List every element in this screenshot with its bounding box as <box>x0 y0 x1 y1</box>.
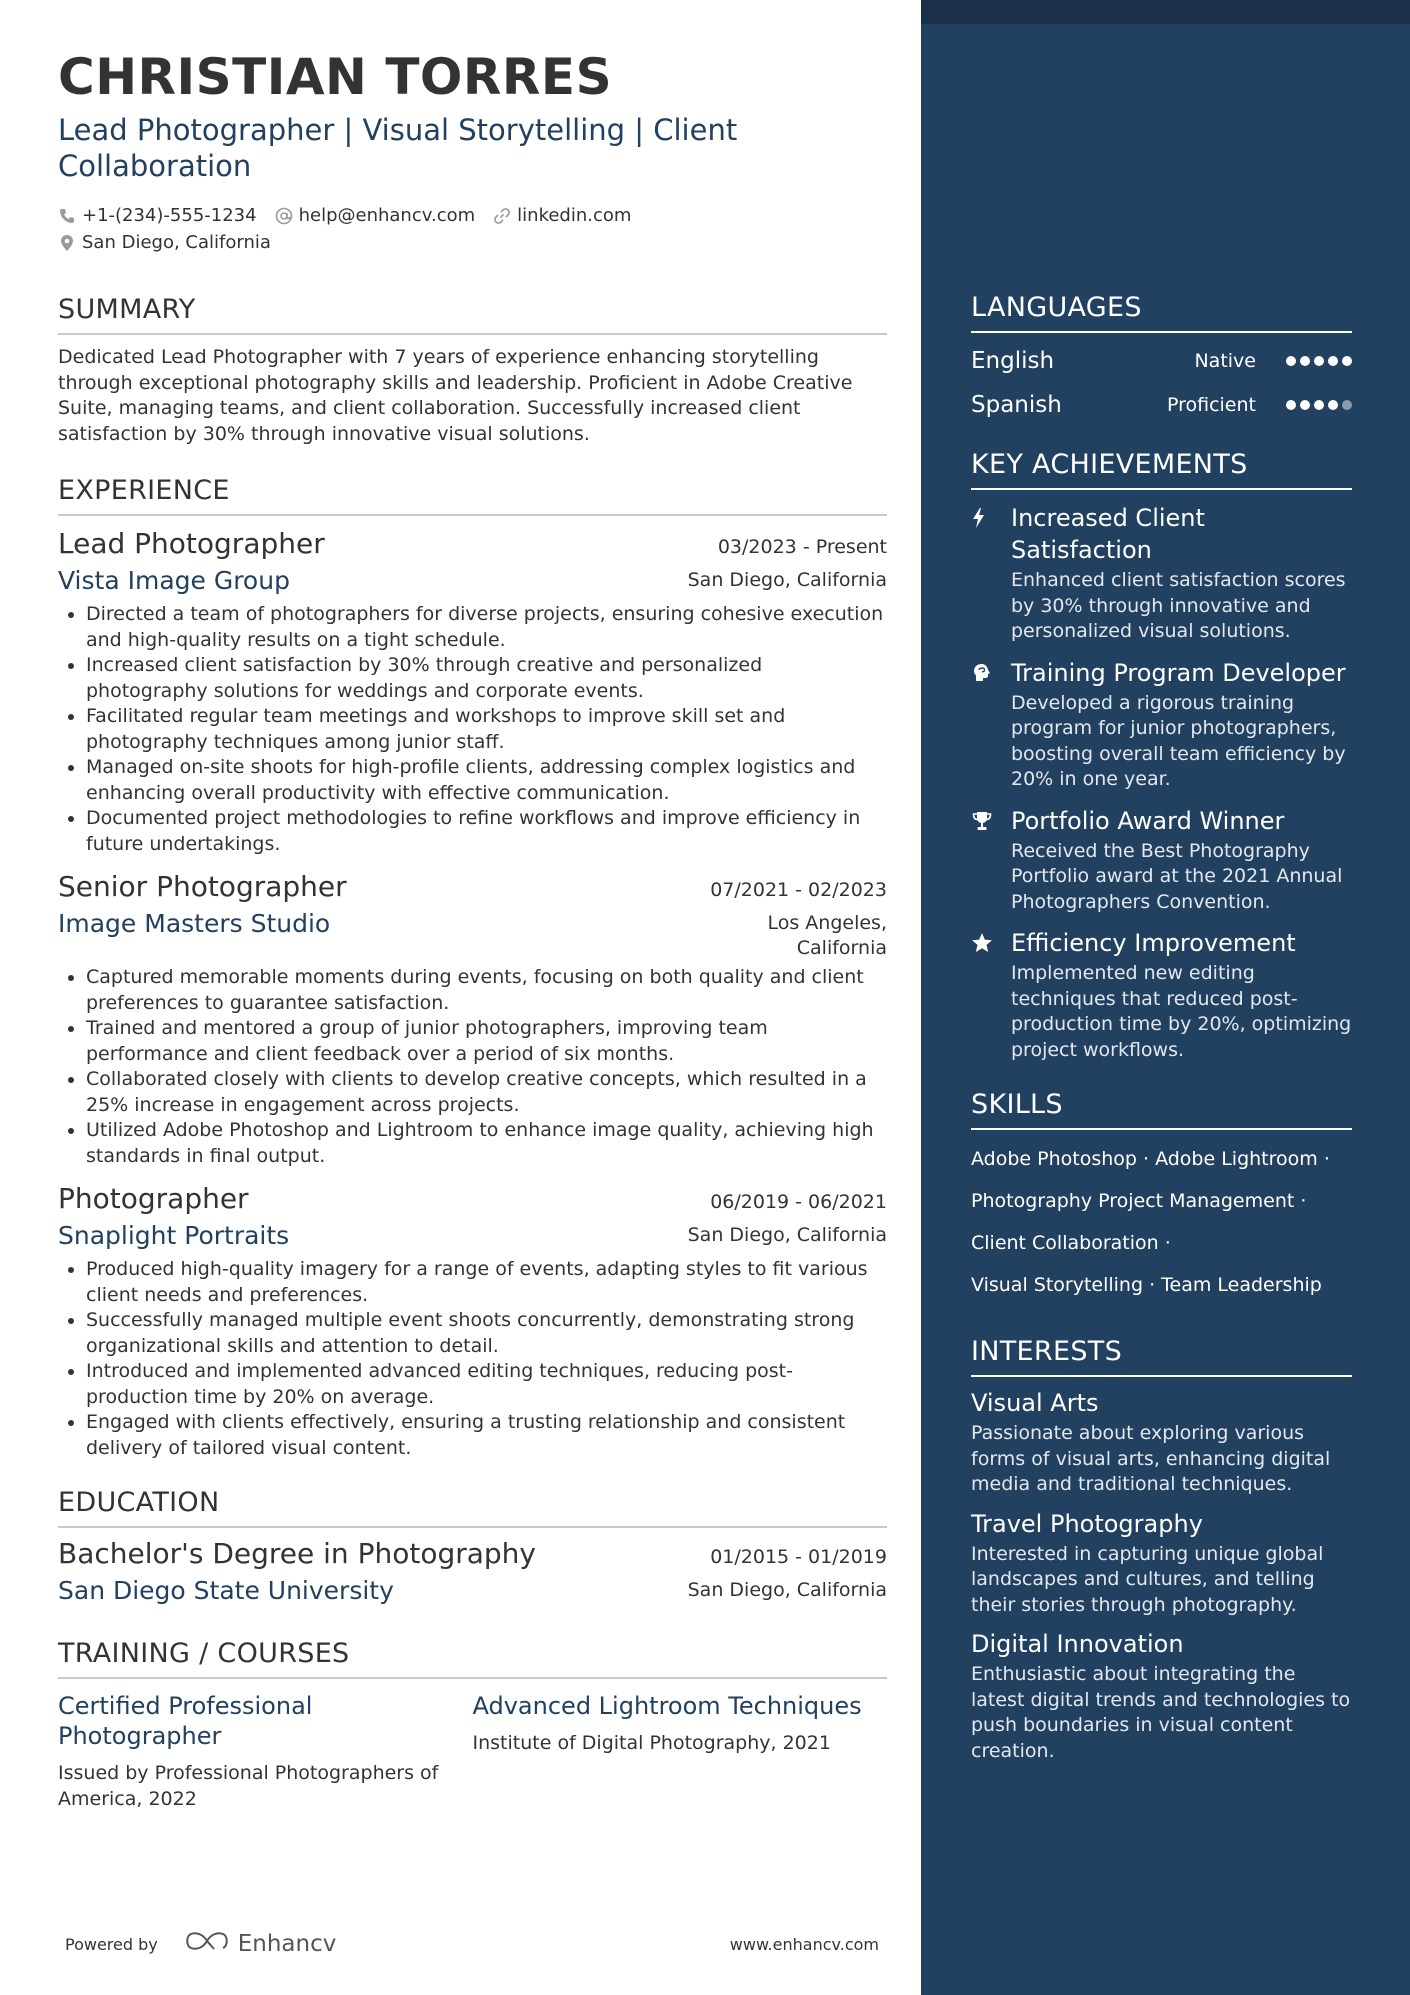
powered-by-label: Powered by <box>65 1934 158 1954</box>
brand-name: Enhancv <box>237 1931 337 1957</box>
job-bullets <box>58 965 887 1169</box>
brand-logo[interactable] <box>184 1930 337 1958</box>
footer <box>65 1930 879 1958</box>
interest-title: Visual Arts <box>971 1389 1099 1417</box>
course-title: Certified Professional Photographer <box>58 1692 313 1750</box>
language-entry <box>971 383 1352 427</box>
interests-section <box>971 1336 1352 1764</box>
education-dates: 01/2015 - 01/2019 <box>710 1546 887 1568</box>
job-location-line: Los Angeles, <box>767 912 887 934</box>
skills-title: SKILLS <box>971 1089 1352 1130</box>
rating-dot-filled <box>1314 356 1324 366</box>
infinity-icon <box>184 1930 230 1958</box>
rating-dot-filled <box>1300 400 1310 410</box>
degree-title: Bachelor's Degree in Photography <box>58 1537 536 1570</box>
skills-list <box>971 1138 1352 1306</box>
course-entry <box>473 1691 888 1812</box>
phone-text: +1-(234)-555-1234 <box>82 205 257 226</box>
job-bullet: • Facilitated regular team meetings and workshops to improve skill set and photography techniques among junior staff. <box>86 704 887 755</box>
location-pin-icon <box>58 234 76 252</box>
job-location: San Diego, California <box>687 1224 887 1246</box>
languages-title: LANGUAGES <box>971 292 1352 333</box>
trophy-icon <box>971 805 1011 916</box>
courses-list <box>58 1691 887 1812</box>
job-bullet: • Managed on-site shoots for high-profile clients, addressing complex logistics and enhancing overall productivity with effective communication. <box>86 755 887 806</box>
job-dates: 07/2021 - 02/2023 <box>710 879 887 901</box>
achievement-entry <box>971 657 1352 793</box>
job-company: Vista Image Group <box>58 566 290 595</box>
rating-dot-filled <box>1300 356 1310 366</box>
powered-by <box>65 1930 336 1958</box>
job-location <box>767 907 887 961</box>
job-location-line: California <box>796 937 887 959</box>
job-company: Snaplight Portraits <box>58 1221 290 1250</box>
job-bullet: • Documented project methodologies to refine workflows and improve efficiency in future undertakings. <box>86 806 887 857</box>
achievement-entry <box>971 502 1352 645</box>
school-location: San Diego, California <box>687 1579 887 1601</box>
course-title: Advanced Lightroom Techniques <box>472 1692 862 1720</box>
interest-desc: Enthusiastic about integrating the latest digital trends and technologies to push boundaries in visual content creation. <box>971 1663 1351 1762</box>
email-text: help@enhancv.com <box>298 205 476 226</box>
summary-text: Dedicated Lead Photographer with 7 years of experience enhancing storytelling through exceptional photography skills and leadership. Proficient in Adobe Creative Suite, managing teams, and client collaboration. Successfully increased client satisfaction by 30% through innovative visual solutions. <box>58 346 853 445</box>
achievement-title: Efficiency Improvement <box>1011 929 1296 957</box>
at-icon <box>275 207 293 225</box>
course-entry <box>58 1691 473 1812</box>
job-title: Lead Photographer <box>58 527 325 560</box>
interest-entry <box>971 1626 1352 1764</box>
email-contact[interactable] <box>275 205 476 226</box>
education-section <box>58 1487 887 1608</box>
job-entry <box>58 1179 887 1461</box>
experience-section <box>58 475 887 1461</box>
job-location: San Diego, California <box>687 569 887 591</box>
education-entry <box>58 1534 887 1608</box>
sidebar <box>921 0 1410 1995</box>
lightning-icon <box>971 502 1011 645</box>
summary-section <box>58 294 887 447</box>
skill-line: Client Collaboration · <box>971 1232 1171 1254</box>
rating-dot-filled <box>1328 400 1338 410</box>
achievement-title: Portfolio Award Winner <box>1011 806 1285 835</box>
footer-url[interactable]: www.enhancv.com <box>729 1934 879 1954</box>
sidebar-content <box>971 292 1352 1764</box>
job-company: Image Masters Studio <box>58 909 331 938</box>
job-bullet: • Trained and mentored a group of junior photographers, improving team performance and client feedback over a period of six months. <box>86 1016 887 1067</box>
linkedin-contact[interactable] <box>493 205 631 226</box>
rating-dot-filled <box>1286 400 1296 410</box>
course-desc: Issued by Professional Photographers of America, 2022 <box>58 1762 439 1810</box>
rating-dot-filled <box>1314 400 1324 410</box>
achievement-title: Increased Client Satisfaction <box>1011 504 1205 564</box>
job-bullet: • Utilized Adobe Photoshop and Lightroom to enhance image quality, achieving high standards in final output. <box>86 1118 887 1169</box>
job-bullet: • Directed a team of photographers for diverse projects, ensuring cohesive execution and high-quality results on a tight schedule. <box>86 602 887 653</box>
job-bullet: • Engaged with clients effectively, ensuring a trusting relationship and consistent delivery of tailored visual content. <box>86 1410 887 1461</box>
interest-title: Travel Photography <box>971 1509 1203 1538</box>
job-title: Senior Photographer <box>58 870 347 903</box>
location-text: San Diego, California <box>82 232 271 253</box>
phone-icon <box>58 207 76 225</box>
skill-line: Adobe Photoshop · Adobe Lightroom · <box>971 1148 1330 1170</box>
skill-line: Visual Storytelling · Team Leadership <box>971 1274 1322 1296</box>
contact-info <box>58 202 887 256</box>
achievement-entry <box>971 805 1352 916</box>
brain-icon <box>971 657 1011 793</box>
interest-desc: Passionate about exploring various forms of visual arts, enhancing digital media and traditional techniques. <box>971 1422 1331 1495</box>
job-title: Photographer <box>58 1182 249 1215</box>
skill-line: Photography Project Management · <box>971 1190 1307 1212</box>
star-icon <box>971 927 1011 1063</box>
main-column <box>58 48 887 1812</box>
interest-desc: Interested in capturing unique global landscapes and cultures, and telling their stories through photography. <box>971 1542 1324 1616</box>
language-level: Native <box>1194 350 1256 372</box>
achievement-title: Training Program Developer <box>1011 658 1346 687</box>
achievement-entry <box>971 927 1352 1063</box>
job-bullet: • Captured memorable moments during events, focusing on both quality and client preferences to guarantee satisfaction. <box>86 965 887 1016</box>
course-desc: Institute of Digital Photography, 2021 <box>472 1732 831 1754</box>
rating-dot-filled <box>1286 356 1296 366</box>
headline: Lead Photographer | Visual Storytelling | Client Collaboration <box>58 113 738 183</box>
skills-section <box>971 1089 1352 1306</box>
job-bullet: • Collaborated closely with clients to develop creative concepts, which resulted in a 25% increase in engagement across projects. <box>86 1067 887 1118</box>
language-level: Proficient <box>1166 394 1256 416</box>
rating-dot-filled <box>1328 356 1338 366</box>
education-title: EDUCATION <box>58 1487 887 1528</box>
linkedin-text: linkedin.com <box>517 205 632 226</box>
achievement-desc: Developed a rigorous training program for junior photographers, boosting overall team efficiency by 20% in one year. <box>1011 691 1346 790</box>
sidebar-top-band <box>921 0 1410 24</box>
rating-dot-filled <box>1342 356 1352 366</box>
achievement-desc: Implemented new editing techniques that reduced post-production time by 20%, optimizing project workflows. <box>1011 962 1352 1061</box>
job-bullet: • Increased client satisfaction by 30% through creative and personalized photography solutions for weddings and corporate events. <box>86 653 887 704</box>
achievements-title: KEY ACHIEVEMENTS <box>971 449 1352 490</box>
language-rating <box>1286 400 1352 410</box>
language-entry <box>971 339 1352 383</box>
language-name: English <box>971 348 1055 374</box>
job-entry <box>58 867 887 1169</box>
interest-entry <box>971 1385 1352 1498</box>
link-icon <box>493 207 511 225</box>
phone-contact[interactable] <box>58 205 257 226</box>
interests-title: INTERESTS <box>971 1336 1352 1377</box>
job-bullet: • Successfully managed multiple event shoots concurrently, demonstrating strong organizational skills and attention to detail. <box>86 1308 887 1359</box>
training-section <box>58 1638 887 1812</box>
achievement-desc: Received the Best Photography Portfolio award at the 2021 Annual Photographers Convention. <box>1011 839 1343 913</box>
training-title: TRAINING / COURSES <box>58 1638 887 1679</box>
candidate-name: CHRISTIAN TORRES <box>58 48 613 106</box>
job-dates: 03/2023 - Present <box>717 536 887 558</box>
interest-title: Digital Innovation <box>971 1630 1184 1658</box>
school-name: San Diego State University <box>58 1576 394 1605</box>
interest-entry <box>971 1506 1352 1619</box>
job-bullet: • Produced high-quality imagery for a range of events, adapting styles to fit various client needs and preferences. <box>86 1257 887 1308</box>
language-name: Spanish <box>971 392 1062 418</box>
summary-title: SUMMARY <box>58 294 887 335</box>
rating-dot-empty <box>1342 400 1352 410</box>
location-contact <box>58 232 271 253</box>
language-rating <box>1286 356 1352 366</box>
job-bullet: • Introduced and implemented advanced editing techniques, reducing post-production time by 20% on average. <box>86 1359 887 1410</box>
languages-section <box>971 292 1352 427</box>
experience-title: EXPERIENCE <box>58 475 887 516</box>
job-entry <box>58 524 887 857</box>
job-bullets <box>58 602 887 857</box>
job-dates: 06/2019 - 06/2021 <box>710 1191 887 1213</box>
achievement-desc: Enhanced client satisfaction scores by 30% through innovative and personalized visual solutions. <box>1011 569 1346 642</box>
job-bullets <box>58 1257 887 1461</box>
achievements-section <box>971 449 1352 1063</box>
